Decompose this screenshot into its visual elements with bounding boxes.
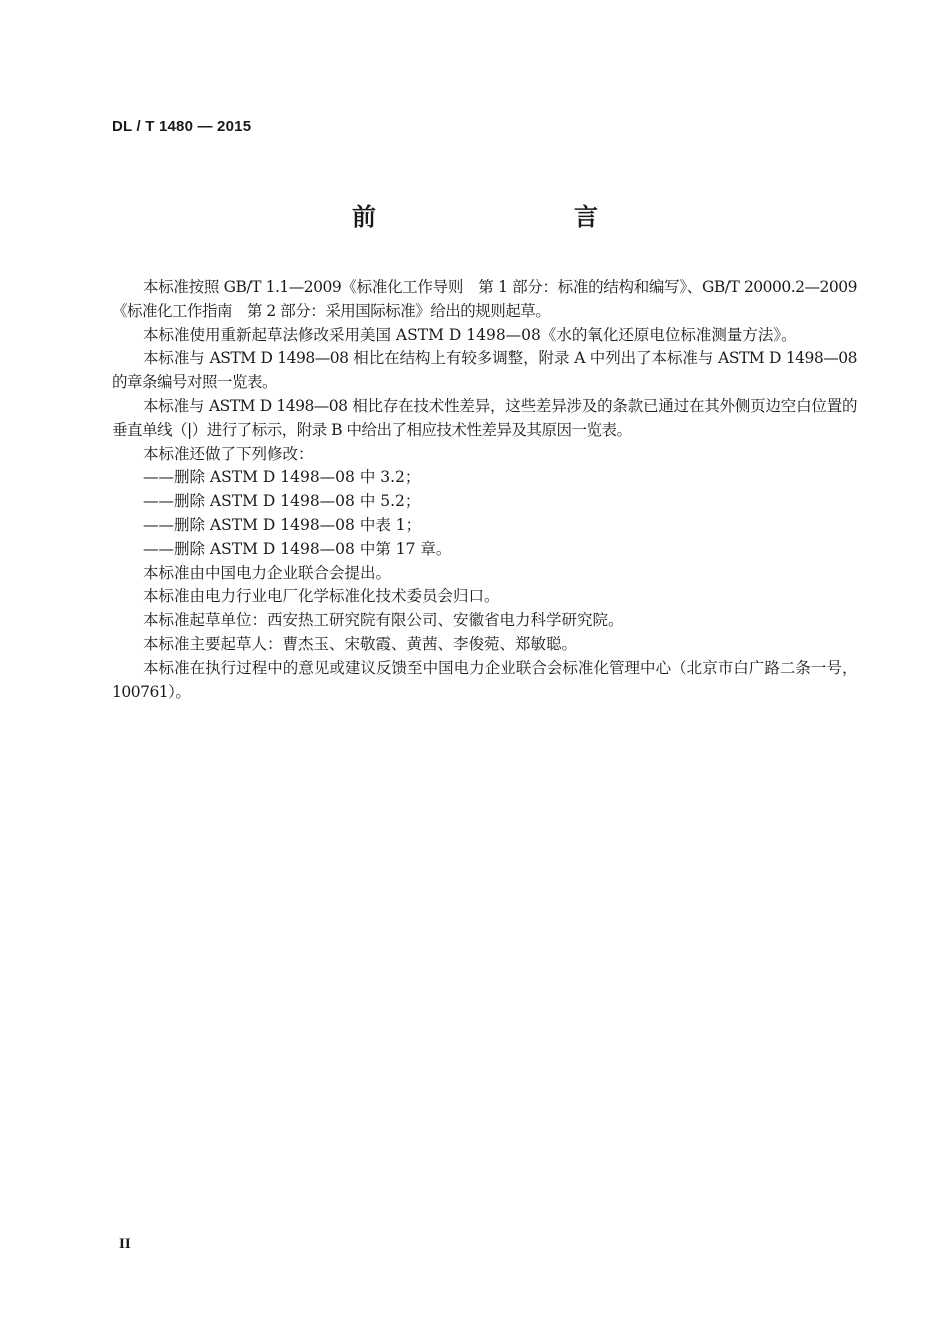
paragraph-drafters: 本标准主要起草人：曹杰玉、宋敬霞、黄茜、李俊菀、郑敏聪。 (143, 634, 578, 653)
paragraph-modifications-intro: 本标准还做了下列修改： (143, 444, 314, 463)
paragraph-drafting-rules: 本标准按照 GB/T 1.1—2009《标准化工作导则 第 1 部分：标准的结构和编写》、GB/T 20000.2—2009《标准化工作指南 第 2 部分：采用国际标准》给出的规则起草。 (112, 278, 857, 320)
page-number: II (119, 1236, 131, 1252)
paragraph-administrator: 本标准由电力行业电厂化学标准化技术委员会归口。 (143, 587, 500, 606)
page-title: 前 言 (352, 203, 648, 231)
paragraph-adoption-method: 本标准使用重新起草法修改采用美国 ASTM D 1498—08《水的氧化还原电位标准测量方法》。 (143, 325, 797, 344)
paragraph-structure-changes: 本标准与 ASTM D 1498—08 相比在结构上有较多调整，附录 A 中列出了本标准与 ASTM D 1498—08 的章条编号对照一览表。 (112, 349, 857, 392)
list-item-modification: ——删除 ASTM D 1498—08 中第 17 章。 (143, 539, 452, 558)
paragraph-proposer: 本标准由中国电力企业联合会提出。 (143, 563, 392, 582)
paragraph-technical-differences: 本标准与 ASTM D 1498—08 相比存在技术性差异，这些差异涉及的条款已通过在其外侧页边空白位置的垂直单线（|）进行了标示，附录 B 中给出了相应技术性差异及其原因一览表。 (112, 396, 857, 439)
foreword-body (112, 276, 857, 704)
list-item-modification: ——删除 ASTM D 1498—08 中表 1； (143, 515, 422, 534)
standard-code: DL / T 1480 — 2015 (112, 118, 252, 135)
list-item-modification: ——删除 ASTM D 1498—08 中 3.2； (143, 468, 421, 487)
paragraph-feedback: 本标准在执行过程中的意见或建议反馈至中国电力企业联合会标准化管理中心（北京市白广路二条一号，100761）。 (112, 658, 857, 701)
list-item-modification: ——删除 ASTM D 1498—08 中 5.2； (143, 492, 421, 511)
paragraph-drafting-units: 本标准起草单位：西安热工研究院有限公司、安徽省电力科学研究院。 (143, 611, 624, 630)
